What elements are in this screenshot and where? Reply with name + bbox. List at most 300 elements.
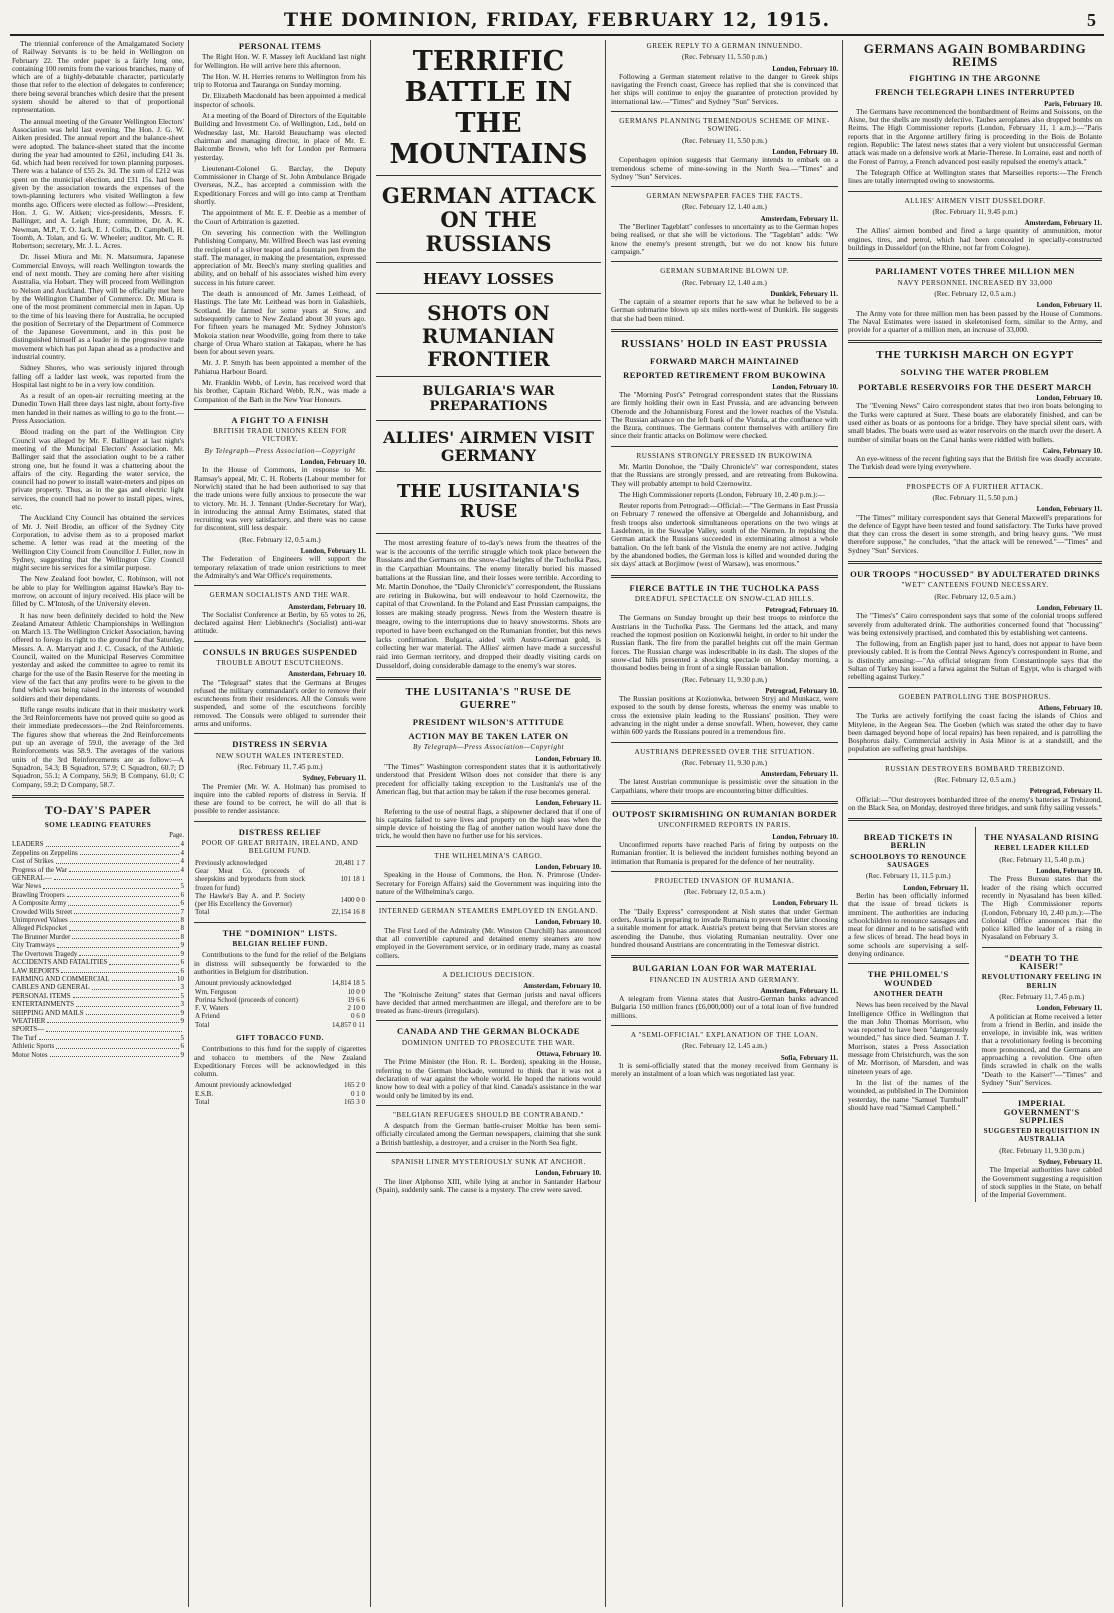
todays-paper-item-label: City Tramways [12,941,55,950]
divider [848,963,969,964]
todays-paper-item-page: 9 [180,1016,184,1025]
todays-paper-item [12,1017,184,1025]
article-text: The High Commissioner reports (London, February 10, 2.40 p.m.):— [619,489,825,499]
dateline: London, February 10. [772,382,838,391]
fund-row-label: Wm. Ferguson [195,987,237,996]
article-text: Reuter reports from Petrograd:—Official:—"The Germans in East Prussia on February 7 renewed the offensive at Obergelde and Johannisburg, and fresh troops also undertook simultaneous operations on the two wings at Lasdehnen, in the Suwalpe Valley, south of the Niemen. In repulsing the German attack the Russians succeeded in exterminating almost a whole battalion. On the left bank of the Vistula the enemy are not active. Judging by the abandoned bodies, the German loss is killed and wounded during the six days' attack at Borjimow (west of Warsaw), was enormous." [611,501,838,569]
personal-item: Mr. Franklin Webb, of Levin, has received word that his brother, Captain Richard Webb, R.N., was made a Companion of the Bath in the New Year Honours. [194,377,366,404]
article-subheading: TROUBLE ABOUT ESCUTCHEONS. [216,659,344,667]
divider [611,575,838,578]
dateline: Cairo, February 10. [1042,446,1102,455]
todays-paper-item [12,924,184,932]
fund-row [194,1081,366,1089]
article-paragraph: The triennial conference of the Amalgamated Society of Railway Servants is to be held in Wellington on February 22. The order paper is a fairly long one, containing 100 remits from the various branches, many of which are of a highly-debatable character, particularly those that refer to the election of delegates to conference; there being several branches which desire that the present system should be altered to that of proportional representation. [12,40,184,115]
article-text: The "Berliner Tageblatt" confesses to uncertainty as to the German hopes being realised, or that she will be victorious. The "Tageblatt" adds: "We know the enemy's present strength, but we do not know his future campaign." [611,222,838,256]
article-paragraph: The annual meeting of the Greater Wellington Electors' Association was held last evening. The Hon. J. G. W. Aitken presided. The annual report and the balance-sheet were adopted. The balance-sheet stated that the income during the year had amounted to £261, including £41 3s. 6d. which had been received for town planning purposes. There was a balance of £55 2s. 3d. The sum of £212 was spent on the municipal election, and £31 15s. had been given by the association towards the expenses of the town-planning lecturers who visited Wellington a few months ago. Officers were elected as follow:—President, Hon. J. G. W. Aitken; vice-presidents, Messrs. F. Ballinger, and A. Leigh Hunt; committee, Dr. A. K. Newman, M.P., T. O. Jack, E. J. Collis, D. Campbell, H. Toomb, A. Tolan, and G. W. Wheeler; auditor, Mr. C. R. Robertson; secretary, Mr. J. L. Acres. [12,116,184,251]
article-subheading: FRENCH TELEGRAPH LINES INTERRUPTED [875,87,1075,98]
article-text: Unconfirmed reports have reached Paris of firing by outposts on the Rumanian frontier. It is believed the incident furnishes nothing beyond an intimation that Rumania is prepared for the defence of her neutrality. [611,839,838,866]
todays-paper-item-page: 4 [180,865,184,874]
todays-paper-item-label: SPORTS— [12,1025,45,1034]
news-summary: The most arresting feature of to-day's news from the theatres of the war is the accounts of the terrific struggle which took place between the Russians and the Germans on the snow-clad heights of the Tucholka Pass, in the Carpathian Mountains. The enemy literally buried his massed battalions at the Russian line, and their losses were terrible. According to Mr. Martin Donohoe, the "Daily Chronicle's" correspondent, the Russians are retiring in Bukowina, but will endeavour to hold Czernowitz, the capital of that Crownland. In the Poland and East Prussian campaigns, the losses are making steady progress. News from the Western theatre is meagre, owing to the interruptions due to heavy snowstorms. Shots are reported to have been exchanged on the Rumanian frontier, but this news lacks confirmation. Bulgaria, aided with Austro-German gold, is collecting her war material. The Allies' airmen have made a successful raid into German territory, and dropped their deadly visiting cards on Dusseldorf, doing considerable damage to the enemy's war stores. [376,537,601,671]
leader-dots [79,950,178,956]
dateline: Amsterdam, February 10. [523,982,601,991]
leader-dots [47,1017,178,1023]
fund-row-label: F. V. Waters [195,1004,229,1013]
belgian-fund-table [194,979,366,1029]
masthead-title: THE DOMINION, FRIDAY, FEBRUARY 12, 1915. [283,9,831,31]
tobacco-fund-table [194,1081,366,1106]
article-heading: GERMAN SOCIALISTS AND THE WAR. [209,591,351,600]
leader-dots [46,840,179,846]
todays-paper-item-page: 4 [180,840,184,849]
todays-paper-item-page: 8 [180,924,184,933]
divider [194,409,366,410]
leader-dots [72,933,178,939]
todays-paper-item [12,983,184,991]
article-text: The "Evening News" Cairo correspondent states that two iron boats belonging to the Turks were captured at Suez. These boats are elaborately finished, and can be used either as boats or as pontoons for a bridge. They have special silent oars, with small blades. The boats were used as water reservoirs on the march over the desert. A number of similar boats on the Canal banks were riddled with bullets. [848,401,1102,444]
received-time: (Rec. February 12, 0.5 a.m.) [934,592,1016,601]
article-text: "The Times'" Washington correspondent states that it is authoritatively understood that President Wilson does not consider that there is any precedent for officially taking exception to the Lusitania's use of the American flag, but that action may be taken if the ruse becomes general. [376,762,601,796]
fund-row [194,867,366,892]
personal-item: At a meeting of the Board of Directors of the Equitable Building and Investment Co. of Wellington, Ltd., held on Wednesday last, Mr. Harold Beauchamp was elected chairman and managing director, in place of Mr. E. Balcombe Brown, who left for London per Remuera yesterday. [194,111,366,162]
divider [376,533,601,534]
page-number: 5 [1087,10,1096,30]
dateline: Amsterdam, February 11. [760,986,838,995]
article-heading: RUSSIANS STRONGLY PRESSED IN BUKOWINA [636,451,813,460]
article-heading: RUSSIANS' HOLD IN EAST PRUSSIA [621,338,828,351]
divider [376,846,601,847]
fund-row [194,1004,366,1012]
headline-rumanian-frontier: SHOTS ON RUMANIAN FRONTIER [421,300,556,371]
article-heading: THE WILHELMINA'S CARGO. [434,851,543,860]
leader-dots [109,958,178,964]
article-heading: BULGARIAN LOAN FOR WAR MATERIAL [632,963,817,974]
personal-item: The Hon. W. H. Herries returns to Wellington from his trip to Rotorua and Tauranga on Sunday morning. [194,71,366,90]
article-subheading: BRITISH TRADE UNIONS KEEN FOR VICTORY. [213,427,347,444]
divider [376,677,601,680]
fund-row-amount: 14,814 18 5 [331,979,365,988]
tobacco-fund-heading: GIFT TOBACCO FUND. [236,1033,324,1042]
dateline: London, February 10. [535,863,601,871]
received-time: (Rec. February 12, 0.5 a.m.) [934,776,1016,784]
dateline: Petrograd, February 11. [1029,787,1102,796]
headline-german-attack: GERMAN ATTACK ON THE RUSSIANS [381,183,596,257]
received-time: (Rec. February 12, 0.5 a.m.) [239,535,321,544]
received-time: (Rec. February 11, 5.50 p.m.) [682,53,767,62]
headline-heavy-losses: HEAVY LOSSES [423,269,554,288]
article-subheading: REBEL LEADER KILLED [994,844,1090,853]
leader-dots [74,908,178,914]
todays-paper-item-page: 4 [180,848,184,857]
dateline: London, February 10. [535,918,601,927]
column-rule [605,40,606,1607]
dateline: London, February 11. [772,899,838,908]
article-text: The Imperial authorities have cabled the Government suggesting a requisition of stock supplies in the State, on behalf of the Imperial Government. [981,1165,1102,1200]
dateline: London, February 10. [535,1169,601,1178]
todays-paper-item [12,899,184,907]
dateline: London, February 11. [903,883,969,892]
article-subheading: NEW SOUTH WALES INTERESTED. [215,751,345,760]
article-subheading: FORWARD MARCH MAINTAINED [650,356,799,367]
divider [848,687,1102,688]
column-5 [848,40,1102,1607]
divider [848,340,1102,343]
fund-row [194,1021,366,1029]
article-text: "The Times'" military correspondent says that General Maxwell's preparations for the defence of Egypt have been tested and found satisfactory. The Turks have proved that they can cross the desert in some strength, and bring heavy guns. "We must therefore suppose," he concludes, "that the attack will be renewed."—"Times" and Sydney "Sun" Services. [848,512,1102,555]
received-time: (Rec. February 11, 11.5 p.m.) [865,872,951,881]
leader-dots [69,924,178,930]
leader-dots [86,1009,179,1015]
fund-row [194,908,366,916]
article-heading: ALLIES' AIRMEN VISIT DUSSELDORF. [904,196,1046,205]
personal-item: The death is announced of Mr. James Leithead, of Hastings. The late Mr. Leithead was born in Galashiels, Scotland. He farmed for some years at Stow, and subsequently came to New Zealand about 30 years ago. For fifteen years he managed Mr. Sydney Johnston's Mokoia station near Woodville, going from there to take charge of Orua Wharo station at Takapau, where he has been for about seven years. [194,289,366,357]
article-text: The liner Alphonso XIII, while lying at anchor in Santander Harbour (Spain), suddenly sank. The cause is a mystery. The crew were saved. [376,1176,601,1194]
leader-dots [69,866,178,872]
fund-row-amount: 0 1 0 [351,1089,365,1098]
leader-dots [70,916,179,922]
fund-row-amount: 19 6 6 [347,995,365,1004]
headline-lusitania-ruse: THE LUSITANIA'S RUSE [397,480,580,523]
todays-paper-item [12,840,184,848]
article-heading: "BELGIAN REFUGEES SHOULD BE CONTRABAND." [393,1110,584,1119]
dateline: London, February 10. [535,754,601,763]
article-heading: DISTRESS RELIEF [238,826,322,837]
article-heading: DISTRESS IN SERVIA [232,739,328,750]
todays-paper-item [12,1025,184,1033]
todays-paper-item-label: The Overtown Tragedy [12,949,78,958]
article-heading: PARLIAMENT VOTES THREE MILLION MEN [875,266,1075,277]
article-text: The Prime Minister (the Hon. R. L. Borden), speaking in the House, referring to the German blockade, ventured to think that it was not a declaration of war against the whole world. He hoped the nations would know how to deal with a policy of that kind. Canada's assistance in the war would only be limited by its end. [376,1057,601,1100]
todays-paper-item-label: The Turf [12,1033,37,1042]
page-label: Page. [169,832,184,840]
article-text: News has been received by the Naval Intelligence Office in Wellington that the man John Thomas Morrison, who was reported to have been "dangerously wounded," has since died. Seaman J. T. Morrison, states a Press Association message from Christchurch, was the son of Mr. Morrison, of Marsden, and was nineteen years of age. [848,1000,969,1076]
dateline: Sydney, February 11. [1038,1157,1102,1166]
article-heading: CANADA AND THE GERMAN BLOCKADE [397,1026,580,1037]
received-time: (Rec. February 12, 1.45 a.m.) [682,1042,767,1051]
article-text: Contributions to this fund for the supply of cigarettes and tobacco to members of the New Zealand Expeditionary Forces will be acknowledged in this column. [194,1044,366,1079]
article-text: Referring to the use of neutral flags, a shipowner declared that if one of his captains failed to save lives and property on the high seas when the simple device of hoisting the flag of another nation would have done the trick, he would then have no further use for his services. [376,806,601,841]
leader-dots [68,899,178,905]
dateline: London, February 10. [772,832,838,841]
todays-paper-item [12,1034,184,1042]
article-subheading: "WET" CANTEENS FOUND NECESSARY. [901,581,1049,590]
todays-paper-item-page: 6 [180,890,184,899]
divider [376,1105,601,1106]
article-heading: OUTPOST SKIRMISHING ON RUMANIAN BORDER [612,809,837,820]
personal-item: The appointment of Mr. E. F. Deebie as a member of the Court of Arbitration is gazetted. [194,208,366,226]
divider [194,821,366,822]
article-text: An eye-witness of the recent fighting says that the British fire was deadly accurate. The Turkish dead were lying everywhere. [848,454,1102,472]
fund-row-label: Total [195,908,210,917]
article-text: A despatch from the German battle-cruiser Moltke has been semi-officially circulated among the German newspapers, claiming that she sunk a British battleship, a destroyer, and a cruiser in the North Sea fight. [376,1121,601,1147]
article-heading: THE LUSITANIA'S "RUSE DE GUERRE" [405,685,572,711]
article-text: Mr. Martin Donohoe, the "Daily Chronicle's" war correspondent, states that the Russians are strongly pressed, and are retreating from Bukowina. They will probably attempt to hold Czernowitz. [611,461,838,488]
fund-row-amount: 20,481 1 7 [335,858,365,867]
todays-paper-item [12,958,184,966]
leader-dots [92,983,179,989]
article-heading: A DELICIOUS DECISION. [442,970,535,979]
fund-row-label: Total [195,1020,210,1029]
article-subheading: SUGGESTED REQUISITION IN AUSTRALIA [983,1127,1100,1144]
article-paragraph: Dr. Jissei Miura and Mr. N. Matsumura, Japanese Commercial Envoys, will reach Wellington towards the end of next month. They are coming here after visiting Australia, via Hobart. They will proceed from Wellington to Nelson and Auckland. They will be officially met here by the Wellington Chamber of Commerce. Dr. Miura is one of the most prominent commercial men in Japan. Up to the time of his leaving there for Australia, he occupied the position of Secretary of the Department of Commerce of the Japanese Government, and in this post he distinguished himself as a leader in the progressive trade movement which has put Japan ahead as a productive and industrial country. [12,252,184,361]
article-paragraph: It has now been definitely decided to hold the New Zealand Amateur Athletic Championships in Wellington on March 13. The Wellington Cricket Association, having offered to forego its right to the ground for that Saturday, Messrs. A. A. Marryatt and J. C. Cusack, of the Athletic Council, waited on the Municipal Reserves Committee yesterday and asked the committee to agree to remit its charge for the use of the Basin Reserve for the meeting in view of the fact that any profits were to be given to the fund which was being raised in the interests of wounded soldiers and their dependants. [12,610,184,703]
todays-paper-item [12,882,184,890]
article-subheading: PRESIDENT WILSON'S ATTITUDE [412,716,565,727]
article-subheading: SCHOOLBOYS TO RENOUNCE SAUSAGES [850,852,967,870]
received-time: (Rec. February 12, 1.40 a.m.) [682,203,767,212]
fund-row-amount: 14,857 0 11 [332,1020,365,1029]
dateline: London, February 10. [1036,867,1102,876]
fund-row-label: Previously acknowledged [195,858,268,867]
divider [848,258,1102,261]
dateline: London, February 11. [1036,505,1102,514]
article-heading: PROSPECTS OF A FURTHER ATTACK. [906,482,1044,491]
todays-paper-item [12,916,184,924]
personal-item: Lieutenant-Colonel G. Barclay, the Deputy Commissioner in Charge of St. John Ambulance Brigade Overseas, N.Z., has accepted a commission with the Expeditionary Forces and will go into camp at Trentham shortly. [194,163,366,207]
dateline: Amsterdam, February 11. [760,770,838,779]
article-subheading: POOR OF GREAT BRITAIN, IRELAND, AND BELGIUM FUND. [201,839,359,856]
dateline: London, February 10. [772,147,838,156]
belgian-fund-heading: BELGIAN RELIEF FUND. [232,940,328,949]
divider [12,795,184,798]
todays-paper-item-page: 8 [180,932,184,941]
todays-paper-item-page: 3 [180,983,184,992]
fund-row-amount: 165 3 0 [344,1098,365,1107]
article-text: A telegram from Vienna states that Austro-German banks advanced Bulgaria 150 million francs (£6,000,000) out of a total loan of five hundred millions. [611,994,838,1020]
article-heading: CONSULS IN BRUGES SUSPENDED [202,646,358,657]
article-subheading: ACTION MAY BE TAKEN LATER ON [408,731,569,742]
fund-row-amount: 2 10 0 [347,1004,365,1013]
dateline: Ottawa, February 10. [536,1050,601,1059]
article-text: In the House of Commons, in response to Mr. Ramsay's appeal, Mr. C. H. Roberts (Labour member for Norwich) stated that he had been authorised to say that the trade unions were fully anxious to prosecute the war to victory. Mr. H. J. Tennant (Under-Secretary for War), in introducing the annual Army Estimates, stated that recruiting was very satisfactory, and there was no cause for discontent, still less despair. [194,465,366,533]
article-paragraph: As a result of an open-air recruiting meeting at the Dunedin Town Hall three days last night, about forty-five men handed in their names as willing to go to the front.—Press Association. [12,391,184,426]
article-heading: GERMANS PLANNING TREMENDOUS SCHEME OF MINE-SOWING. [619,117,830,134]
todays-paper-item-page: 9 [180,941,184,950]
byline: By Telegraph—Press Association—Copyright [204,446,356,455]
todays-paper-item-page: 6 [180,1042,184,1051]
todays-paper-list [12,840,184,1059]
dateline: London, February 11. [535,799,601,808]
article-paragraph: The Auckland City Council has obtained the services of Mr. J. Neil Brodie, an officer of the Sydney City Corporation, to advise them as to a proposed market scheme. A letter was read at the meeting of the Wellington City Council from Councillor J. Fuller, now in Sydney, suggesting that the Wellington City Council might secure his services for a similar purpose. [12,513,184,573]
article-heading: GREEK REPLY TO A GERMAN INNUENDO. [646,42,803,50]
divider [611,111,838,112]
divider [611,871,838,872]
todays-paper-item-page: 7 [180,907,184,916]
column-rule [370,40,371,1607]
article-heading: "DEATH TO THE KAISER!" [1004,952,1080,972]
divider [848,477,1102,478]
column-rule [842,40,843,1607]
divider [611,742,838,743]
todays-paper-item-page: 9 [180,949,184,958]
received-time: (Rec. February 12, 0.5 a.m.) [934,289,1016,298]
fund-row [194,859,366,867]
divider [982,1092,1103,1093]
leader-dots [43,882,178,888]
todays-paper-item-page: 9 [180,1008,184,1017]
article-text: The Socialist Conference at Berlin, by 65 votes to 26, declared against Herr Liebknecht's (Socialist) anti-war attitude. [194,609,366,636]
todays-paper-item-page: 3 [180,1000,184,1009]
todays-paper-item [12,866,184,874]
todays-paper-item-label: Brawling Troopers [12,890,65,899]
leader-dots [80,849,179,855]
todays-paper-item-page: 5 [180,991,184,1000]
received-time: (Rec. February 11, 7.45 p.m.) [999,992,1085,1001]
divider [376,175,601,176]
todays-paper-item-page: 8 [180,916,184,925]
leader-dots [56,857,179,863]
article-text: The Germans have recommenced the bombardment of Reims and Soissons, on the Aisne, but the shells are mostly defective. Taubes aeroplanes also dropped bombs on Reims. The High Commissioner reports (London, February 11, 1 a.m.):—"Paris reports that in the Argonne artillery firing is proceeding in the Bois de Bolante region. Republic: The latest news states that a very violent but unsuccessful German attack was made on a defensive work at Marie-Therese. In Lorraine, east and north of the Forest of Parroy, a French advanced post easily repulsed the enemy's attack." [848,106,1102,166]
leader-dots [56,1042,178,1048]
divider [611,446,838,447]
personal-item: On severing his connection with the Wellington Publishing Company, Mr. Wilfred Beech was last evening the recipient of a silver teapot and a fountain pen from the staff. The manager, in making the presentation, expressed appreciation of Mr. Beech's many sterling qualities and ability, and on behalf of his associates wished him every success in his future career. [194,227,366,287]
article-heading: THE TURKISH MARCH ON EGYPT [876,349,1074,362]
lists-heading: THE "DOMINION" LISTS. [222,927,338,938]
article-text: The Press Bureau states that the leader of the rising which occurred recently in Nyasaland has been killed. The High Commissioner reports (London, February 10, 2.40 p.m.):—The Colonial Office announces that the police killed the leader of a rising in Nyasaland on February 3. [981,874,1102,942]
dateline: London, February 11. [1036,301,1102,310]
relief-fund-table [194,859,366,917]
fund-row-label: The Hawke's Bay A. and P. Society (per His Excellency the Governor) [195,891,305,909]
todays-paper-item [12,891,184,899]
divider [982,947,1103,948]
leader-dots [76,1000,178,1006]
divider [194,922,366,923]
received-time: (Rec. February 11, 5.50 p.m.) [682,136,767,145]
fund-row [194,1090,366,1098]
todays-paper-item [12,933,184,941]
received-time: (Rec. February 11, 5.40 p.m.) [999,855,1085,864]
todays-paper-item-label: The Brunner Murder [12,932,71,941]
article-text: The latest Austrian communique is pessimistic over the situation in the Carpathians, where their troops are encountering bitter difficulties. [611,777,838,795]
column-4 [611,40,838,1607]
dateline: Amsterdam, February 10. [288,670,366,679]
fund-row-label: E.S.B. [195,1089,214,1098]
todays-paper-item-page: 9 [180,1050,184,1059]
article-text: Speaking in the House of Commons, the Hon. N. Primrose (Under-Secretary for Foreign Affairs) said the Government was inquiring into the nature of the Wilhelmina's cargo. [376,870,601,896]
fund-row-label: Amount previously acknowledged [195,1081,292,1090]
article-text: The captain of a steamer reports that he saw what he believed to be a German submarine blown up six miles north-west of Dunkirk. He suggests that she had been mined. [611,297,838,323]
article-heading: RUSSIAN DESTROYERS BOMBARD TREBIZOND. [885,764,1065,773]
column-rule [188,40,189,1607]
byline: By Telegraph—Press Association—Copyright [412,743,565,752]
todays-paper-item [12,1042,184,1050]
divider [611,261,838,262]
article-subheading: ANOTHER DEATH [873,989,944,998]
fund-row-amount: 10 0 0 [347,987,365,996]
dateline: London, February 11. [300,547,366,556]
todays-paper-title: TO-DAY'S PAPER [44,802,152,817]
fund-row-amount: 22,154 16 8 [331,908,365,917]
article-paragraph: Blood trading on the part of the Wellington City Council was alleged by Mr. F. Ballinger at last night's meeting of the Municipal Electors' Association. Mr. Ballinger said that the association ought to be a rather strong one, but he found it was a chattering about the affairs of the city. Regarding the water service, the council had no power to install water-meters and pipes on private property. Thus, as in the gas and electric light services, the council had no power to install pipes, wires, etc. [12,427,184,512]
fund-row [194,1098,366,1106]
article-heading: THE PHILOMEL'S WOUNDED [867,969,949,988]
divider [848,561,1102,564]
received-time: (Rec. February 11, 7.45 p.m.) [237,762,323,771]
article-heading: AUSTRIANS DEPRESSED OVER THE SITUATION. [634,747,815,756]
article-text: The Turks are actively fortifying the coast facing the islands of Chios and Mitylene, in the Aegean Sea. The Goeben (which was stated the other day to have been damaged beyond hope of local repairs) has been repaired, and is patrolling the Bosphorus daily. Commercial activity in Asia Minor is at a standstill, and the population are suffering great hardships. [848,711,1102,754]
fund-row [194,988,366,996]
divider [376,262,601,263]
article-subheading: DREADFUL SPECTACLE ON SNOW-CLAD HILLS. [634,594,815,603]
todays-paper-item-label: Crowded Wills Street [12,907,73,916]
masthead [10,6,1104,36]
dateline: London, February 11. [1036,603,1102,612]
divider [194,641,366,642]
fund-row [194,979,366,987]
todays-paper-item [12,1009,184,1017]
article-heading: GERMANS AGAIN BOMBARDING REIMS [863,41,1087,69]
fund-row-amount: 101 18 1 [340,875,365,884]
main-headline: TERRIFIC BATTLE IN THE MOUNTAINS [389,46,588,171]
article-paragraph: Rifle range results indicate that in their musketry work the 3rd Reinforcements have not proved quite so good as their immediate predecessors—the 2nd Reinforcements. The figures show that whereas the 2nd Reinforcements put up an average of 59.0, the average of the 3rd Reinforcements was 58.9. The averages of the various units of the 3rd Reinforcements are as follow:—A Squadron, 54.3; B Squadron, 57.9; C Squadron, 60.7; D Squadron, 55.1; A Company, 56.9; B Company, 61.0; C Company, 59.2; D Company, 58.7. [12,704,184,789]
article-text: The "Daily Express" correspondent at Nish states that under German orders, Austria is preparing to invade Rumania to prevent the latter choosing a suitable moment for attack. Austria's pretext being that Servian stores are ascending the Danube, thus violating Rumanian neutrality. Over one hundred thousand Austrians are concentrating in the Temesvar district. [611,906,838,949]
leader-dots [73,992,179,998]
article-heading: INTERNED GERMAN STEAMERS EMPLOYED IN ENGLAND. [378,907,599,916]
todays-paper-item [12,975,184,983]
todays-paper-item [12,908,184,916]
article-text: The Federation of Engineers will support the temporary relaxation of trade union restrictions to meet the Admiralty's and War Office's requirements. [194,554,366,580]
article-heading: SPANISH LINER MYSTERIOUSLY SUNK AT ANCHOR. [391,1158,586,1167]
divider [611,186,838,187]
dateline: London, February 10. [1036,394,1102,403]
article-heading: A "SEMI-OFFICIAL" EXPLANATION OF THE LOAN. [630,1031,819,1040]
article-text: Following a German statement relative to the danger to Greek ships navigating the French coast, Greece has replied that she is convinced that her ships will continue to enjoy the guarantee of protection provided by international law.—"Times" and Sydney "Sun" Services. [611,71,838,106]
article-text: It is semi-officially stated that the money received from Germany is merely an instalment of a loan which was negotiated last year. [611,1060,838,1079]
todays-paper-item-label: Zeppelins on Zeppelins [12,848,78,857]
leader-dots [67,891,179,897]
fund-row-label: Amount previously acknowledged [195,979,292,988]
article-text: The Russian positions at Kozionwka, between Stryj and Munkacz, were exposed to the south by dense forests, whereas the enemy was unable to cross the extensive plain leading to the Russians' position. They were advancing in the night under a dense snowfall. When, however, they came within 600 yards the Russians poured in a tremendous fire. [611,694,838,737]
article-subheading: FIGHTING IN THE ARGONNE [909,73,1041,83]
todays-paper-item [12,1000,184,1008]
todays-paper-item-label: Cost of Strikes [12,857,54,866]
todays-paper-item-page: 6 [180,958,184,967]
leader-dots [61,967,178,973]
todays-paper-item-label: Motor Notes [12,1050,48,1059]
divider [376,1152,601,1153]
article-subheading: DOMINION UNITED TO PROSECUTE THE WAR. [401,1038,576,1047]
article-text: The "Kolnische Zeitung" states that German jurists and naval officers have decided that armed merchantmen are illegal, and therefore are to be treated as franc-tireurs (irregulars). [376,989,601,1016]
todays-paper-item-label: CABLES AND GENERAL [12,983,90,992]
article-heading: GERMAN SUBMARINE BLOWN UP. [660,267,789,276]
fund-row [194,892,366,909]
dateline: Amsterdam, February 11. [760,214,838,223]
dateline: Amsterdam, February 10. [288,602,366,611]
todays-paper-item-label: PERSONAL ITEMS [12,991,71,1000]
article-heading: FIERCE BATTLE IN THE TUCHOLKA PASS [629,582,820,593]
article-paragraph: Sidney Shores, who was seriously injured through falling off a ladder last week, was reported from the Hospital last night to be in a very low condition. [12,363,184,389]
fund-row-label: A Friend [195,1012,220,1021]
divider [611,955,838,958]
column-2 [194,40,366,1607]
todays-paper-item [12,992,184,1000]
divider [611,801,838,804]
article-text: The "Morning Post's" Petrograd correspondent states that the Russians are firmly holding their own in East Prussia, and are advancing between Oberode and the Johannisburg Forest and the lower reaches of the Vistula. The Russian advance on the left bank of the Vistula, at the confluence with the Bzura, continues. The Germans content themselves with artillery fire since their frantic attacks on Bolimow were checked. [611,389,838,441]
divider [848,191,1102,192]
article-text: The "Times's" Cairo correspondent says that some of the colonial troops suffered severely from adulterated drink. The authorities concerned found that "hocussing" was being extensively practised, and combated this by establishing wet canteens. [848,611,1102,637]
dateline: London, February 10. [772,64,838,73]
leader-dots [46,1025,182,1031]
fund-row-amount: 0 6 0 [351,1012,365,1021]
article-subheading: FINANCED IN AUSTRIA AND GERMANY. [649,975,800,984]
divider [376,293,601,294]
article-text: The Army vote for three million men has been passed by the House of Commons. The Naval Estimates were issued in skeletonised form, similar to the Army, and provide for a quarter of a million men, an increase of 33,000. [848,308,1102,335]
todays-paper-item-page: 10 [177,974,184,983]
article-heading: IMPERIAL GOVERNMENT'S SUPPLIES [1003,1098,1080,1125]
article-subheading: REPORTED RETIREMENT FROM BUKOWINA [623,370,826,381]
divider [194,733,366,734]
article-heading: OUR TROOPS "HOCUSSED" BY ADULTERATED DRINKS [850,569,1100,580]
